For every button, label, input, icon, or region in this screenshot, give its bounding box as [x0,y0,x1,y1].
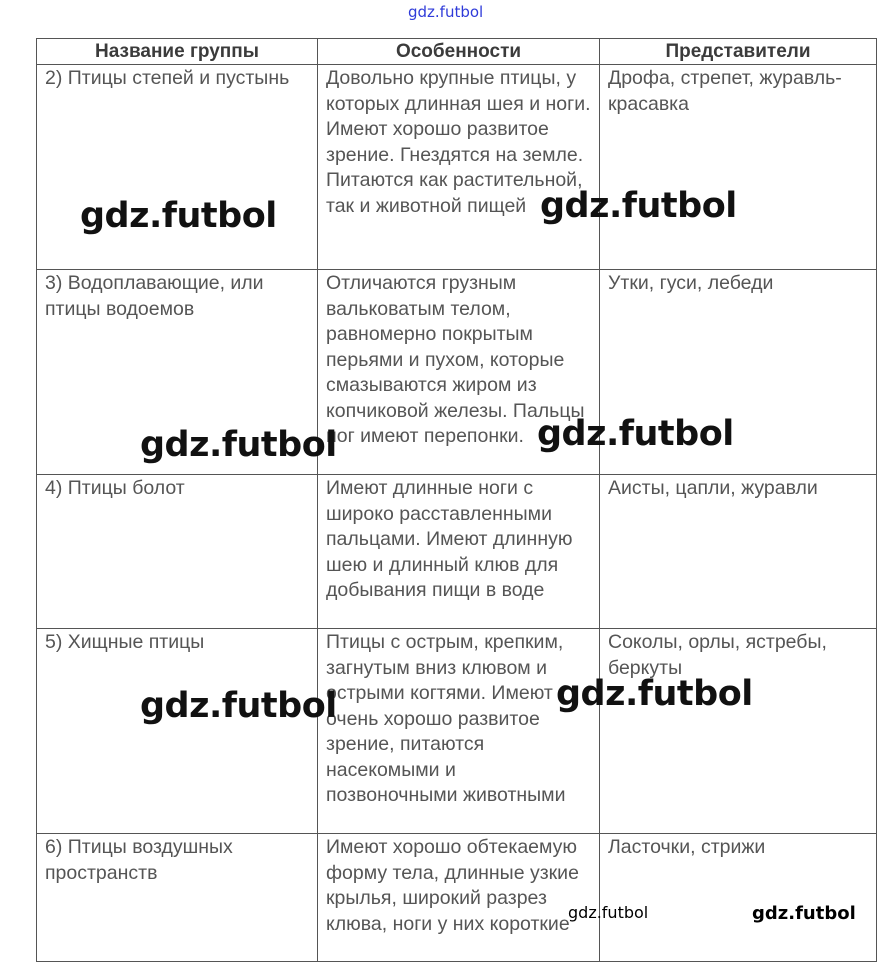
table-row [37,270,877,475]
representatives-cell: Соколы, орлы, ястребы, беркуты [600,629,877,834]
group-cell: 5) Хищные птицы [37,629,318,834]
group-cell: 3) Водоплавающие, или птицы водоемов [37,270,318,475]
header-features: Особенности [318,39,600,65]
top-site-link[interactable]: gdz.futbol [408,3,484,21]
table-row [37,475,877,629]
table-header-row [37,39,877,65]
features-cell: Имеют хорошо обтекаемую форму тела, длинные узкие крылья, широкий разрез клюва, ноги у них короткие [318,834,600,962]
representatives-cell: Ласточки, стрижи [600,834,877,962]
watermark-text: gdz.futbol [80,196,277,236]
watermark-text: gdz.futbol [140,686,337,726]
watermark-text: gdz.futbol [752,903,856,924]
header-group-name: Название группы [37,39,318,65]
watermark-text: gdz.futbol [540,186,737,226]
representatives-cell: Утки, гуси, лебеди [600,270,877,475]
representatives-cell: Дрофа, стрепет, журавль-красавка [600,65,877,270]
watermark-text: gdz.futbol [140,425,337,465]
watermark-text: gdz.futbol [568,903,649,922]
bird-groups-table [36,38,877,962]
group-cell: 4) Птицы болот [37,475,318,629]
features-cell: Птицы с острым, крепким, загнутым вниз клювом и острыми когтями. Имеют очень хорошо развитое зрение, питаются насекомыми и позвоночными животными [318,629,600,834]
features-cell: Отличаются грузным вальковатым телом, равномерно покрытым перьями и пухом, которые смазываются жиром из копчиковой железы. Пальцы ног имеют перепонки. [318,270,600,475]
table-row [37,834,877,962]
features-cell: Имеют длинные ноги с широко расставленными пальцами. Имеют длинную шею и длинный клюв для добывания пищи в воде [318,475,600,629]
watermark-text: gdz.futbol [537,414,734,454]
header-representatives: Представители [600,39,877,65]
features-cell: Довольно крупные птицы, у которых длинная шея и ноги. Имеют хорошо развитое зрение. Гнездятся на земле. Питаются как растительной, так и животной пищей [318,65,600,270]
group-cell: 2) Птицы степей и пустынь [37,65,318,270]
representatives-cell: Аисты, цапли, журавли [600,475,877,629]
table-row [37,629,877,834]
watermark-text: gdz.futbol [556,674,753,714]
group-cell: 6) Птицы воздушных пространств [37,834,318,962]
table-row [37,65,877,270]
